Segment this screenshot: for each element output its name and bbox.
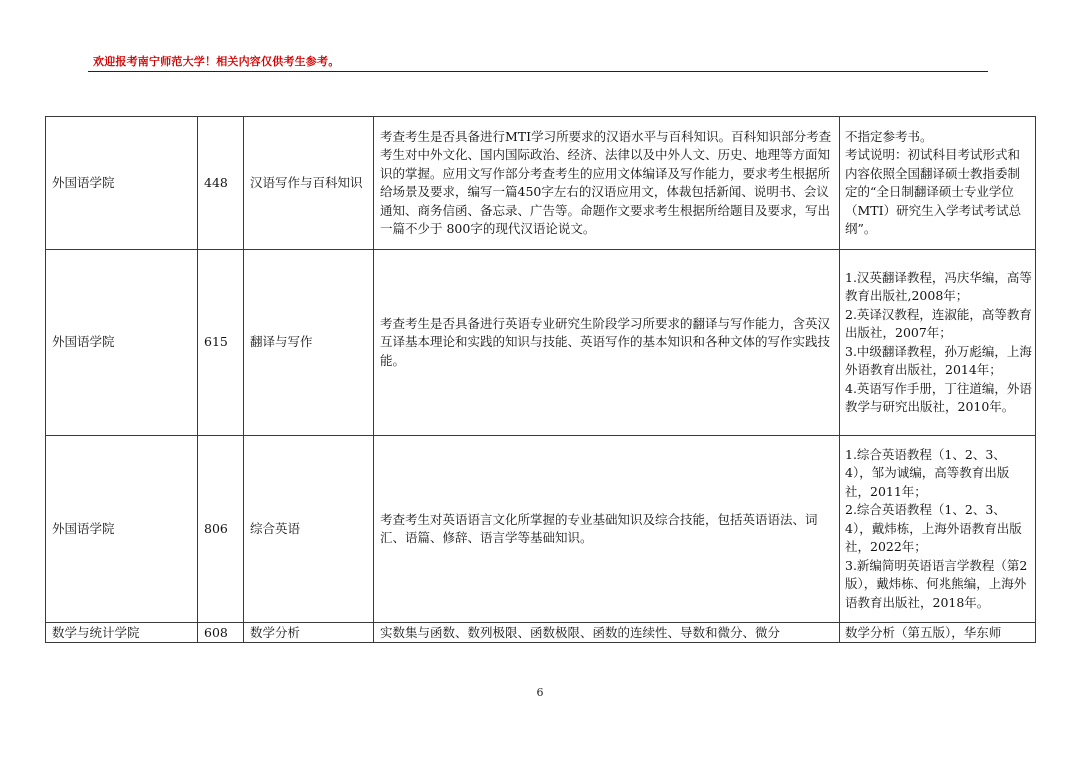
reference-cell: [840, 117, 1036, 250]
table-row: [46, 250, 1036, 436]
content-cell: 考查考生是否具备进行MTI学习所要求的汉语水平与百科知识。百科知识部分考查考生对中外文化、国内国际政治、经济、法律以及中外人文、历史、地理等方面知识的掌握。应用文写作部分考查考生的应用文体编译及写作能力，要求考生根据所给场景及要求，编写一篇450字左右的汉语应用文，体裁包括新闻、说明书、会议通知、商务信函、备忘录、广告等。命题作文要求考生根据所给题目及要求，写出一篇不少于 800字的现代汉语论说文。: [374, 117, 840, 250]
code-cell: 806: [198, 436, 244, 623]
content-cell: 考查考生对英语语言文化所掌握的专业基础知识及综合技能，包括英语语法、词汇、语篇、修辞、语言学等基础知识。: [374, 436, 840, 623]
reference-cell: [840, 623, 1036, 643]
college-cell: 外国语学院: [46, 117, 198, 250]
reference-cell: [840, 250, 1036, 436]
content-cell: 考查考生是否具备进行英语专业研究生阶段学习所要求的翻译与写作能力，含英汉互译基本理论和实践的知识与技能、英语写作的基本知识和各种文体的写作实践技能。: [374, 250, 840, 436]
reference-line: 1.汉英翻译教程，冯庆华编，高等教育出版社,2008年；: [845, 269, 1032, 303]
header-divider: [88, 71, 988, 72]
subject-cell: 汉语写作与百科知识: [244, 117, 374, 250]
reference-line: 数学分析（第五版），华东师: [845, 625, 1002, 640]
reference-line: 不指定参考书。: [845, 128, 933, 144]
college-cell: 数学与统计学院: [46, 623, 198, 643]
reference-line: 4.英语写作手册，丁往道编，外语教学与研究出版社，2010年。: [845, 380, 1032, 414]
college-cell: 外国语学院: [46, 250, 198, 436]
code-cell: 448: [198, 117, 244, 250]
content-cell: 实数集与函数、数列极限、函数极限、函数的连续性、导数和微分、微分: [374, 623, 840, 643]
subject-cell: 翻译与写作: [244, 250, 374, 436]
code-cell: 608: [198, 623, 244, 643]
reference-line: 3.中级翻译教程，孙万彪编，上海外语教育出版社，2014年；: [845, 343, 1032, 377]
page-number: 6: [536, 686, 544, 699]
college-cell: 外国语学院: [46, 436, 198, 623]
table-row: [46, 436, 1036, 623]
reference-line: 1.综合英语教程（1、2、3、4），邹为诚编，高等教育出版社，2011年；: [845, 446, 1010, 499]
reference-line: 考试说明：初试科目考试形式和内容依照全国翻译硕士教指委制定的“全日制翻译硕士专业学位（MTI）研究生入学考试考试总纲”。: [845, 147, 1022, 236]
reference-cell: [840, 436, 1036, 623]
exam-subject-table: [45, 116, 1036, 643]
reference-line: 3.新编简明英语语言学教程（第2版），戴炜栋、何兆熊编，上海外语教育出版社，2018年。: [845, 557, 1028, 610]
code-cell: 615: [198, 250, 244, 436]
reference-line: 2.英译汉教程，连淑能，高等教育出版社，2007年；: [845, 306, 1032, 340]
subject-cell: 综合英语: [244, 436, 374, 623]
reference-line: 2.综合英语教程（1、2、3、4），戴炜栋，上海外语教育出版社，2022年；: [845, 502, 1022, 555]
table-row: [46, 117, 1036, 250]
header-notice: 欢迎报考南宁师范大学！相关内容仅供考生参考。: [93, 55, 340, 68]
subject-cell: 数学分析: [244, 623, 374, 643]
table-row: [46, 623, 1036, 643]
